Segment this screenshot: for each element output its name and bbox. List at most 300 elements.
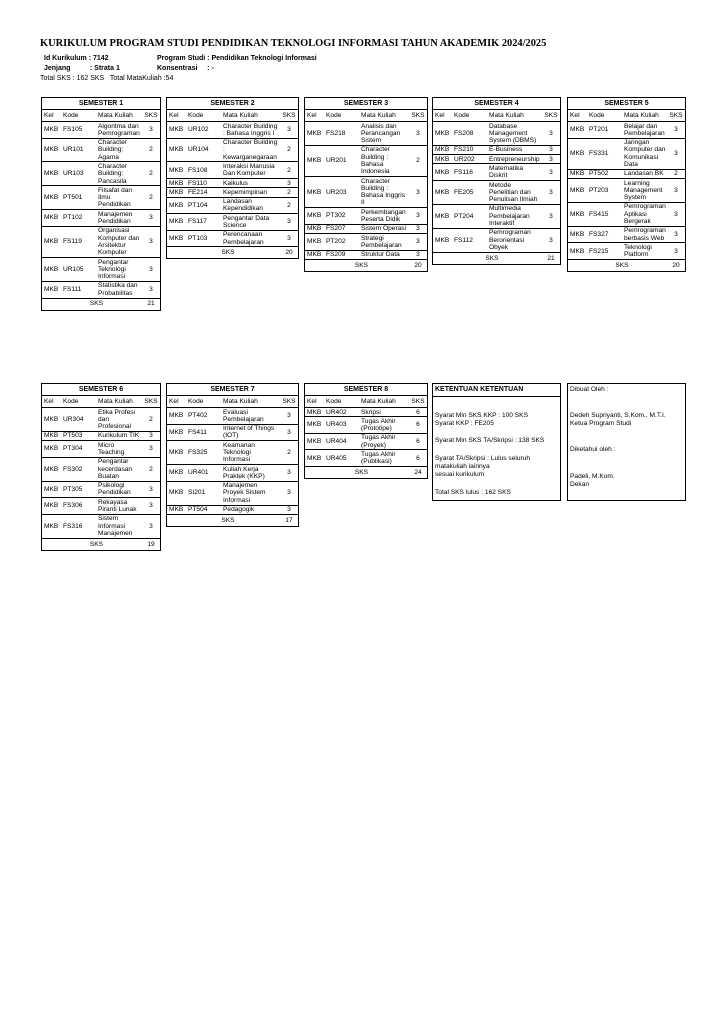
course-kode: UR102 bbox=[187, 122, 222, 139]
course-name: Keamanan Teknologi Informasi bbox=[222, 441, 280, 465]
course-name: Organisasi Komputer dan Arsitektur Komputer bbox=[97, 226, 142, 257]
course-sks: 3 bbox=[280, 481, 298, 505]
semester-title: SEMESTER 6 bbox=[42, 384, 160, 396]
course-kode: FS306 bbox=[62, 498, 97, 515]
col-mata-kuliah: Mata Kuliah bbox=[361, 111, 396, 119]
course-kode: UR104 bbox=[187, 138, 222, 162]
course-table bbox=[305, 396, 427, 478]
ketentuan-ta-line3: sesuai kurikulum bbox=[435, 471, 485, 478]
ketentuan-min-kkp: Syarat Min SKS KKP : 100 SKS bbox=[435, 412, 528, 419]
course-row bbox=[305, 417, 427, 434]
course-kode: UR201 bbox=[325, 145, 360, 176]
course-kel: MKB bbox=[42, 514, 62, 538]
course-row bbox=[167, 197, 298, 214]
course-kel: MKB bbox=[433, 155, 453, 164]
course-sks: 3 bbox=[667, 243, 685, 260]
course-row bbox=[167, 441, 298, 465]
col-sks: SKS bbox=[144, 397, 158, 405]
course-name: Pemrograman berbasis Web bbox=[624, 227, 666, 242]
course-kel: MKB bbox=[167, 424, 187, 441]
course-kode: PT204 bbox=[453, 204, 488, 228]
course-kode: FS411 bbox=[187, 424, 222, 441]
course-name: Tugas Akhir (Proyek) bbox=[360, 433, 409, 450]
course-sks: 6 bbox=[409, 408, 427, 417]
course-kel: MKB bbox=[305, 408, 325, 417]
course-name: Belajar dan Pembelajaran bbox=[623, 122, 667, 139]
course-kel: MKB bbox=[305, 234, 325, 251]
signatory-2-role: Dekan bbox=[570, 481, 590, 488]
col-mata-kuliah: Mata Kuliah bbox=[98, 397, 133, 405]
semester-title: SEMESTER 7 bbox=[167, 384, 298, 396]
course-kode: FS119 bbox=[62, 226, 97, 257]
course-name: Learning Management System bbox=[623, 179, 667, 203]
course-row bbox=[167, 138, 298, 162]
course-sks: 3 bbox=[667, 179, 685, 203]
course-sks: 3 bbox=[280, 230, 298, 247]
course-sks: 3 bbox=[542, 181, 560, 205]
course-name: Landasan BK bbox=[623, 169, 667, 178]
course-sks: 3 bbox=[142, 498, 160, 515]
total-sks: 20 bbox=[667, 260, 685, 272]
semester-7-table bbox=[166, 383, 299, 527]
course-sks: 3 bbox=[280, 424, 298, 441]
course-row bbox=[568, 169, 685, 178]
total-row bbox=[42, 298, 160, 310]
course-kel: MKB bbox=[568, 169, 588, 178]
course-kel: MKB bbox=[305, 145, 325, 176]
course-kel: MKB bbox=[568, 243, 588, 260]
course-sks: 3 bbox=[409, 177, 427, 208]
course-sks: 3 bbox=[280, 465, 298, 482]
semester-3-table bbox=[304, 97, 428, 272]
course-kode: UR402 bbox=[325, 408, 360, 417]
semester-6-table bbox=[41, 383, 161, 551]
course-kode: FS316 bbox=[62, 514, 97, 538]
course-row bbox=[305, 145, 427, 176]
course-row bbox=[167, 505, 298, 514]
course-kel: MKB bbox=[42, 138, 62, 162]
course-name: Landasan Kependidikan bbox=[222, 197, 280, 214]
course-kode: UR404 bbox=[325, 433, 360, 450]
course-name: Character Building: Pancasila bbox=[97, 162, 142, 186]
course-row bbox=[42, 514, 160, 538]
course-row bbox=[167, 214, 298, 231]
course-row bbox=[167, 230, 298, 247]
column-header-row bbox=[167, 396, 298, 408]
course-name: Character Building: Agama bbox=[97, 138, 142, 162]
column-header-row bbox=[433, 110, 560, 122]
course-table bbox=[167, 110, 298, 258]
column-header-row bbox=[305, 110, 427, 122]
course-row bbox=[42, 138, 160, 162]
course-kode: FS415 bbox=[588, 202, 623, 226]
col-kode: Kode bbox=[63, 397, 79, 405]
course-kode: PT302 bbox=[325, 208, 360, 225]
course-row bbox=[305, 224, 427, 233]
course-name: Manajemen Proyek Sistem Informasi bbox=[222, 481, 280, 505]
total-sks: 19 bbox=[142, 538, 160, 550]
course-row bbox=[167, 481, 298, 505]
course-row bbox=[433, 228, 560, 252]
course-row bbox=[305, 433, 427, 450]
course-row bbox=[305, 408, 427, 417]
course-sks: 2 bbox=[280, 197, 298, 214]
course-sks: 3 bbox=[142, 258, 160, 282]
course-kode: FS327 bbox=[588, 226, 623, 243]
course-name: Tugas Akhir (Publikasi) bbox=[360, 450, 409, 467]
course-kel: MKB bbox=[167, 481, 187, 505]
course-name: Entrepreneurship bbox=[488, 155, 542, 164]
course-kel: MKB bbox=[433, 204, 453, 228]
course-sks: 3 bbox=[409, 208, 427, 225]
course-kode: FS218 bbox=[325, 122, 360, 146]
course-kel: MKB bbox=[42, 431, 62, 440]
course-kode: FS208 bbox=[453, 122, 488, 146]
total-sks: 24 bbox=[409, 467, 427, 479]
course-sks: 3 bbox=[542, 204, 560, 228]
course-name: Teknologi Platform bbox=[623, 243, 667, 260]
course-row bbox=[433, 204, 560, 228]
course-kel: MKB bbox=[42, 481, 62, 498]
course-sks: 3 bbox=[409, 234, 427, 251]
course-name: Etika Profesi dan Profesional bbox=[97, 408, 142, 432]
course-row bbox=[42, 441, 160, 458]
course-kel: MKB bbox=[42, 122, 62, 139]
total-sks: 20 bbox=[280, 247, 298, 259]
course-sks: 6 bbox=[409, 450, 427, 467]
course-sks: 2 bbox=[280, 188, 298, 197]
course-kel: MKB bbox=[42, 281, 62, 298]
signatory-1-name: Dedeh Supriyanti, S.Kom., M.T.I. bbox=[570, 412, 666, 419]
id-kurikulum: Id Kurikulum : 7142 bbox=[44, 55, 109, 62]
course-row bbox=[167, 162, 298, 179]
course-kel: MKB bbox=[42, 441, 62, 458]
course-name: Pemrograman Aplikasi Bergerak bbox=[624, 203, 666, 226]
course-kode: UR103 bbox=[62, 162, 97, 186]
course-kel: MKB bbox=[42, 210, 62, 227]
column-header-row bbox=[167, 110, 298, 122]
course-kel: MKB bbox=[568, 179, 588, 203]
total-sks: 21 bbox=[542, 252, 560, 264]
total-row bbox=[42, 538, 160, 550]
total-summary: Total SKS : 162 SKS Total MataKuliah :54 bbox=[40, 75, 174, 82]
course-kode: PT104 bbox=[187, 197, 222, 214]
course-name: Character Building : Bahasa Inggris I bbox=[222, 122, 280, 139]
column-header-row bbox=[42, 110, 160, 122]
total-row bbox=[305, 467, 427, 479]
total-sks: 20 bbox=[409, 260, 427, 272]
col-kode: Kode bbox=[454, 111, 470, 119]
course-kel: MKB bbox=[167, 408, 187, 425]
ketentuan-ta-line2: matakuliah lainnya bbox=[435, 463, 490, 470]
course-name: Jaringan Komputer dan Komunikasi Data bbox=[624, 139, 666, 168]
course-sks: 3 bbox=[280, 505, 298, 514]
course-kel: MKB bbox=[167, 465, 187, 482]
course-kode: FE205 bbox=[453, 181, 488, 205]
course-sks: 3 bbox=[142, 431, 160, 440]
course-kode: UR403 bbox=[325, 417, 360, 434]
course-name: Psikologi Pendidikan bbox=[97, 481, 142, 498]
semester-2-table bbox=[166, 97, 299, 259]
course-name: Interaksi Manusia Dan Komputer bbox=[222, 162, 280, 179]
course-sks: 2 bbox=[142, 162, 160, 186]
course-name: Pengantar Teknologi Informasi bbox=[97, 258, 142, 282]
course-kel: MKB bbox=[433, 228, 453, 252]
course-table bbox=[167, 396, 298, 526]
total-sks: 17 bbox=[280, 514, 298, 526]
course-kode: PT103 bbox=[187, 230, 222, 247]
course-kode: FS207 bbox=[325, 224, 360, 233]
col-mata-kuliah: Mata Kuliah bbox=[624, 111, 659, 119]
course-kode: UR401 bbox=[187, 465, 222, 482]
course-row bbox=[42, 408, 160, 432]
total-row bbox=[305, 260, 427, 272]
course-kel: MKB bbox=[305, 417, 325, 434]
col-kel: Kel bbox=[435, 111, 445, 119]
col-sks: SKS bbox=[282, 397, 296, 405]
course-kel: MKB bbox=[42, 226, 62, 257]
course-row bbox=[305, 177, 427, 208]
semester-title: SEMESTER 2 bbox=[167, 98, 298, 110]
course-kode: PT402 bbox=[187, 408, 222, 425]
course-name: Struktur Data bbox=[360, 250, 409, 259]
course-row bbox=[167, 424, 298, 441]
course-kel: MKB bbox=[167, 230, 187, 247]
course-kode: UR202 bbox=[453, 155, 488, 164]
course-row bbox=[167, 408, 298, 425]
course-kode: PT501 bbox=[62, 186, 97, 210]
course-row bbox=[568, 243, 685, 260]
course-kode: PT305 bbox=[62, 481, 97, 498]
course-kel: MKB bbox=[167, 505, 187, 514]
course-sks: 3 bbox=[142, 441, 160, 458]
course-row bbox=[433, 155, 560, 164]
col-kel: Kel bbox=[307, 397, 317, 405]
course-kel: MKB bbox=[42, 258, 62, 282]
total-label: SKS bbox=[167, 514, 280, 526]
ketentuan-ta-line1: Syarat TA/Skripsi : Lulus seluruh bbox=[435, 455, 531, 462]
course-sks: 2 bbox=[409, 145, 427, 176]
col-mata-kuliah: Mata Kuliah bbox=[223, 111, 258, 119]
course-sks: 3 bbox=[142, 481, 160, 498]
total-label: SKS bbox=[568, 260, 667, 272]
col-kel: Kel bbox=[44, 111, 54, 119]
course-kel: MKB bbox=[305, 450, 325, 467]
course-kode: FS209 bbox=[325, 250, 360, 259]
total-row bbox=[568, 260, 685, 272]
course-sks: 3 bbox=[409, 122, 427, 146]
column-header-row bbox=[42, 396, 160, 408]
course-kel: MKB bbox=[305, 208, 325, 225]
col-mata-kuliah: Mata Kuliah bbox=[223, 397, 258, 405]
course-name: Character Building : Bahasa Indonesia bbox=[360, 145, 409, 176]
course-sks: 3 bbox=[142, 210, 160, 227]
total-label: SKS bbox=[305, 467, 409, 479]
course-kode: SI201 bbox=[187, 481, 222, 505]
course-name: Kuliah Kerja Praktek (KKP) bbox=[222, 465, 280, 482]
course-row bbox=[167, 179, 298, 188]
course-sks: 3 bbox=[280, 214, 298, 231]
course-sks: 6 bbox=[409, 433, 427, 450]
course-kel: MKB bbox=[433, 122, 453, 146]
course-sks: 3 bbox=[542, 122, 560, 146]
total-sks: 21 bbox=[142, 298, 160, 310]
total-row bbox=[433, 252, 560, 264]
course-name: Sistem Informasi Manajemen bbox=[97, 514, 142, 538]
course-sks: 3 bbox=[142, 226, 160, 257]
semester-4-table bbox=[432, 97, 561, 265]
course-row bbox=[568, 226, 685, 243]
course-kel: MKB bbox=[305, 250, 325, 259]
col-kode: Kode bbox=[188, 397, 204, 405]
semester-8-table bbox=[304, 383, 428, 479]
course-row bbox=[305, 208, 427, 225]
course-sks: 3 bbox=[667, 226, 685, 243]
course-kel: MKB bbox=[42, 162, 62, 186]
course-row bbox=[568, 122, 685, 139]
course-name: Sistem Operasi bbox=[360, 224, 409, 233]
course-table bbox=[42, 396, 160, 550]
semester-title: SEMESTER 1 bbox=[42, 98, 160, 110]
course-sks: 2 bbox=[667, 169, 685, 178]
col-mata-kuliah: Mata Kuliah bbox=[361, 397, 396, 405]
course-name: Skripsi bbox=[360, 408, 409, 417]
course-sks: 2 bbox=[280, 441, 298, 465]
course-sks: 3 bbox=[542, 164, 560, 181]
semester-title: SEMESTER 3 bbox=[305, 98, 427, 110]
course-row bbox=[305, 122, 427, 146]
document-title: KURIKULUM PROGRAM STUDI PENDIDIKAN TEKNOLOGI INFORMASI TAHUN AKADEMIK 2024/2025 bbox=[40, 38, 547, 49]
course-row bbox=[42, 122, 160, 139]
course-row bbox=[433, 145, 560, 154]
course-kel: MKB bbox=[433, 145, 453, 154]
course-kel: MKB bbox=[167, 441, 187, 465]
program-studi: Program Studi : Pendidikan Teknologi Informasi bbox=[157, 55, 317, 62]
course-kode: PT503 bbox=[62, 431, 97, 440]
jenjang: Jenjang : Strata 1 bbox=[44, 65, 120, 72]
course-kode: FS105 bbox=[62, 122, 97, 139]
course-table bbox=[42, 110, 160, 310]
ketentuan-kkp: Syarat KKP : FE205 bbox=[435, 420, 494, 427]
semester-1-table bbox=[41, 97, 161, 311]
col-kode: Kode bbox=[589, 111, 605, 119]
course-kel: MKB bbox=[305, 177, 325, 208]
semester-title: SEMESTER 5 bbox=[568, 98, 685, 110]
course-kel: MKB bbox=[167, 188, 187, 197]
course-row bbox=[568, 138, 685, 169]
course-kode: FS117 bbox=[187, 214, 222, 231]
ketentuan-total-lulus: Total SKS lulus : 162 SKS bbox=[435, 489, 511, 496]
col-mata-kuliah: Mata Kuliah bbox=[489, 111, 524, 119]
course-kode: FS111 bbox=[62, 281, 97, 298]
course-kode: FS215 bbox=[588, 243, 623, 260]
course-kode: FS331 bbox=[588, 138, 623, 169]
ketentuan-box bbox=[432, 383, 561, 501]
course-kel: MKB bbox=[433, 181, 453, 205]
course-kel: MKB bbox=[42, 498, 62, 515]
course-name: Analisis dan Perancangan Sistem bbox=[360, 122, 409, 146]
total-row bbox=[167, 247, 298, 259]
course-sks: 3 bbox=[280, 122, 298, 139]
course-kode: FS110 bbox=[187, 179, 222, 188]
col-kel: Kel bbox=[169, 397, 179, 405]
course-kode: FE214 bbox=[187, 188, 222, 197]
course-kel: MKB bbox=[305, 122, 325, 146]
course-kel: MKB bbox=[42, 408, 62, 432]
course-kel: MKB bbox=[167, 122, 187, 139]
semester-5-table bbox=[567, 97, 686, 272]
col-kel: Kel bbox=[169, 111, 179, 119]
course-row bbox=[42, 481, 160, 498]
course-name: Rekayasa Piranti Lunak bbox=[97, 498, 142, 515]
course-name: E-Business bbox=[488, 145, 542, 154]
col-sks: SKS bbox=[411, 397, 425, 405]
course-name: Manajemen Pendidikan bbox=[97, 210, 142, 227]
course-row bbox=[42, 498, 160, 515]
signatory-2-name: Padeli, M.Kom. bbox=[570, 473, 615, 480]
course-kel: MKB bbox=[167, 179, 187, 188]
course-kode: FS210 bbox=[453, 145, 488, 154]
course-kode: FS116 bbox=[453, 164, 488, 181]
course-row bbox=[42, 162, 160, 186]
course-name: Kepemimpinan bbox=[222, 188, 280, 197]
course-name: Algoritma dan Pemrograman bbox=[97, 122, 142, 139]
course-sks: 3 bbox=[280, 179, 298, 188]
course-kel: MKB bbox=[305, 433, 325, 450]
signatory-1-role: Ketua Program Studi bbox=[570, 420, 632, 427]
course-sks: 3 bbox=[667, 122, 685, 139]
course-kode: FS325 bbox=[187, 441, 222, 465]
course-name: Pemrograman Berorientasi Obyek bbox=[488, 228, 542, 252]
course-kel: MKB bbox=[305, 224, 325, 233]
col-kel: Kel bbox=[44, 397, 54, 405]
course-row bbox=[42, 258, 160, 282]
course-kel: MKB bbox=[167, 214, 187, 231]
col-sks: SKS bbox=[669, 111, 683, 119]
course-name: Multimedia Pembelajaran Interaktif bbox=[488, 204, 542, 228]
signature-box bbox=[567, 383, 686, 501]
course-name: Database Management System (DBMS) bbox=[488, 122, 542, 146]
course-name: Perencanaan Pembelajaran bbox=[222, 230, 280, 247]
col-kode: Kode bbox=[326, 111, 342, 119]
col-sks: SKS bbox=[144, 111, 158, 119]
course-kel: MKB bbox=[568, 138, 588, 169]
course-name: Evaluasi Pembelajaran bbox=[222, 408, 280, 425]
course-row bbox=[568, 179, 685, 203]
total-label: SKS bbox=[42, 298, 142, 310]
course-name: Kurikulum TIK bbox=[97, 431, 142, 440]
course-name: Internet of Things (IOT) bbox=[222, 424, 280, 441]
course-table bbox=[568, 110, 685, 271]
course-sks: 3 bbox=[542, 228, 560, 252]
col-kode: Kode bbox=[326, 397, 342, 405]
course-kode: PT102 bbox=[62, 210, 97, 227]
course-row bbox=[433, 164, 560, 181]
course-sks: 3 bbox=[542, 155, 560, 164]
course-row bbox=[42, 226, 160, 257]
course-kel: MKB bbox=[42, 186, 62, 210]
course-row bbox=[42, 281, 160, 298]
course-kode: UR203 bbox=[325, 177, 360, 208]
course-row bbox=[568, 202, 685, 226]
course-sks: 2 bbox=[142, 138, 160, 162]
course-name: Perkembangan Peserta Didik bbox=[360, 208, 409, 225]
total-label: SKS bbox=[167, 247, 280, 259]
course-sks: 2 bbox=[280, 162, 298, 179]
course-kode: UR304 bbox=[62, 408, 97, 432]
course-table bbox=[433, 110, 560, 264]
course-kode: FS302 bbox=[62, 457, 97, 481]
